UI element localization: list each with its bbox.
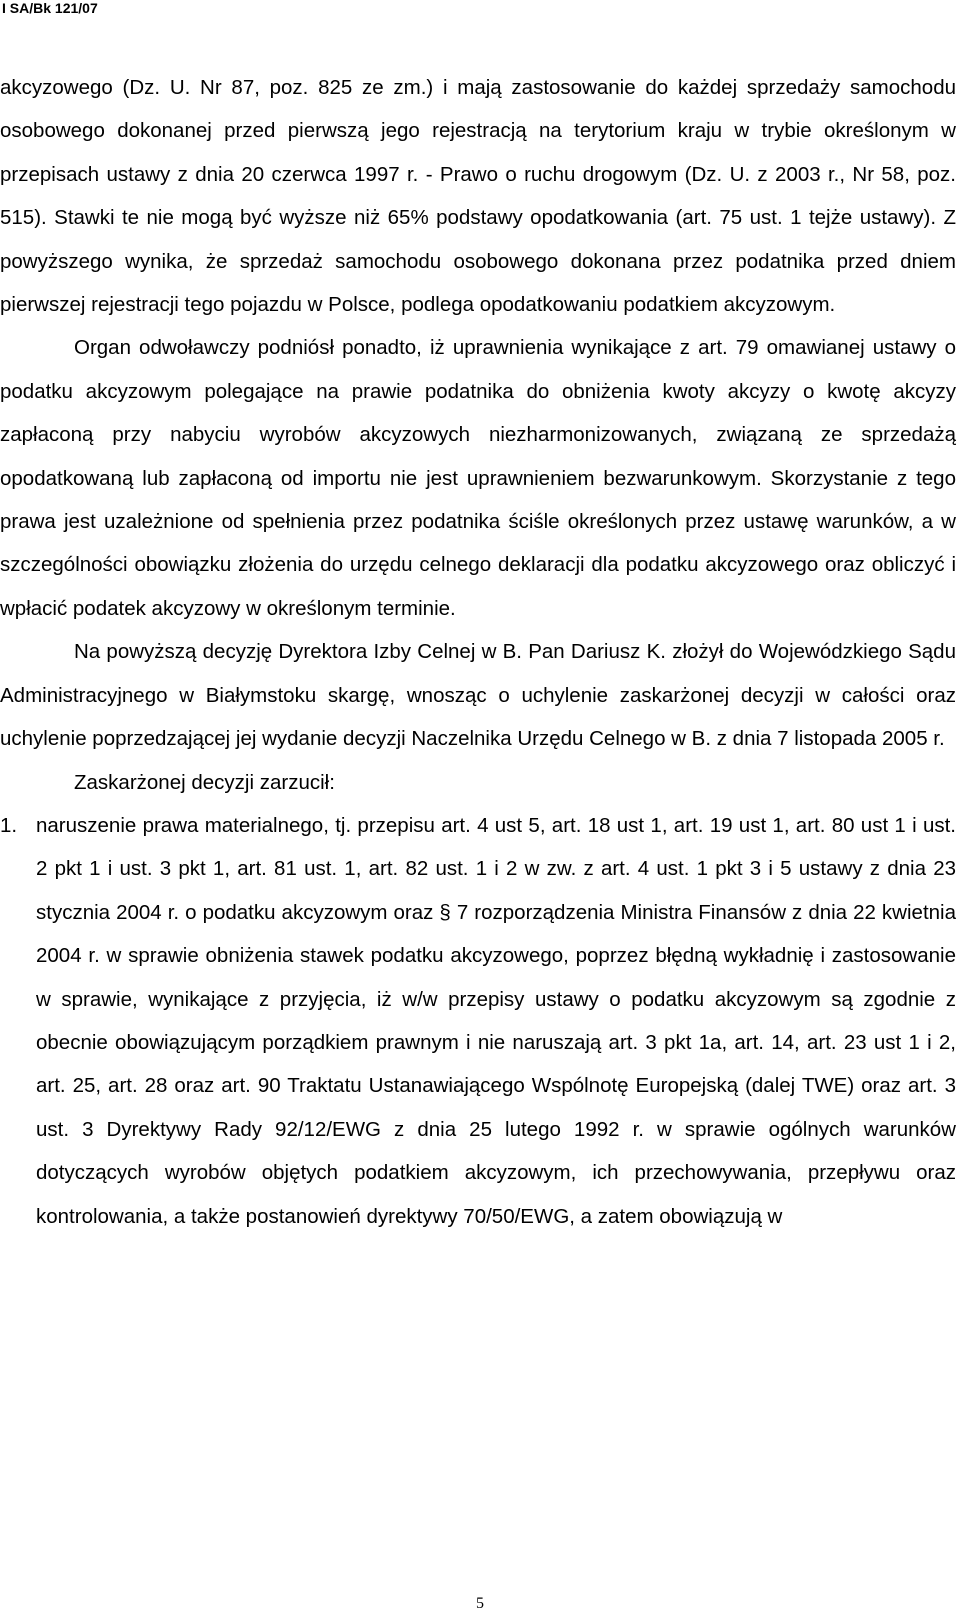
paragraph-1: akcyzowego (Dz. U. Nr 87, poz. 825 ze zm.) i mają zastosowanie do każdej sprzedaży samochodu osobowego dokonanej przed pierwszą jego rejestracją na terytorium kraju w trybie określonym w przepisach ustawy z dnia 20 czerwca 1997 r. - Prawo o ruchu drogowym (Dz. U. z 2003 r., Nr 58, poz. 515). Stawki te nie mogą być wyższe niż 65% podstawy opodatkowania (art. 75 ust. 1 tejże ustawy). Z powyższego wynika, że sprzedaż samochodu osobowego dokonana przez podatnika przed dniem pierwszej rejestracji tego pojazdu w Polsce, podlega opodatkowaniu podatkiem akcyzowym. — [0, 76, 956, 317]
paragraph-3: Na powyższą decyzję Dyrektora Izby Celnej w B. Pan Dariusz K. złożył do Wojewódzkiego Sądu Administracyjnego w Białymstoku skargę, wnosząc o uchylenie zaskarżonej decyzji w całości oraz uchylenie poprzedzającej jej wydanie decyzji Naczelnika Urzędu Celnego w B. z dnia 7 listopada 2005 r. — [0, 640, 956, 751]
paragraph-4: Zaskarżonej decyzji zarzucił: — [74, 770, 335, 794]
document-body — [0, 66, 956, 1238]
document-reference: I SA/Bk 121/07 — [2, 0, 98, 16]
list-item-text: naruszenie prawa materialnego, tj. przepisu art. 4 ust 5, art. 18 ust 1, art. 19 ust 1, art. 80 ust 1 i ust. 2 pkt 1 i ust. 3 pkt 1, art. 81 ust. 1, art. 82 ust. 1 i 2 w zw. z art. 4 ust. 1 pkt 3 i 5 ustawy z dnia 23 stycznia 2004 r. o podatku akcyzowym oraz § 7 rozporządzenia Ministra Finansów z dnia 22 kwietnia 2004 r. w sprawie obniżenia stawek podatku akcyzowego, poprzez błędną wykładnię i zastosowanie w sprawie, wynikające z przyjęcia, iż w/w przepisy ustawy o podatku akcyzowym są zgodnie z obecnie obowiązującym porządkiem prawnym i nie naruszają art. 3 pkt 1a, art. 14, art. 23 ust 1 i 2, art. 25, art. 28 oraz art. 90 Traktatu Ustanawiającego Wspólnotę Europejską (dalej TWE) oraz art. 3 ust. 3 Dyrektywy Rady 92/12/EWG z dnia 25 lutego 1992 r. w sprawie ogólnych warunków dotyczących wyrobów objętych podatkiem akcyzowym, ich przechowywania, przepływu oraz kontrolowania, a także postanowień dyrektywy 70/50/EWG, a zatem obowiązują w — [36, 813, 956, 1228]
allegations-list — [0, 804, 956, 1238]
paragraph-2: Organ odwoławczy podniósł ponadto, iż uprawnienia wynikające z art. 79 omawianej ustawy o podatku akcyzowym polegające na prawie podatnika do obniżenia kwoty akcyzy o kwotę akcyzy zapłaconą przy nabyciu wyrobów akcyzowych niezharmonizowanych, związaną ze sprzedażą opodatkowaną lub zapłaconą od importu nie jest uprawnieniem bezwarunkowym. Skorzystanie z tego prawa jest uzależnione od spełnienia przez podatnika ściśle określonych przez ustawę warunków, a w szczególności obowiązku złożenia do urzędu celnego deklaracji dla podatku akcyzowego oraz obliczyć i wpłacić podatek akcyzowy w określonym terminie. — [0, 336, 956, 620]
list-item-number: 1. — [0, 813, 18, 837]
list-item — [0, 804, 956, 1238]
page-number: 5 — [476, 1595, 484, 1612]
